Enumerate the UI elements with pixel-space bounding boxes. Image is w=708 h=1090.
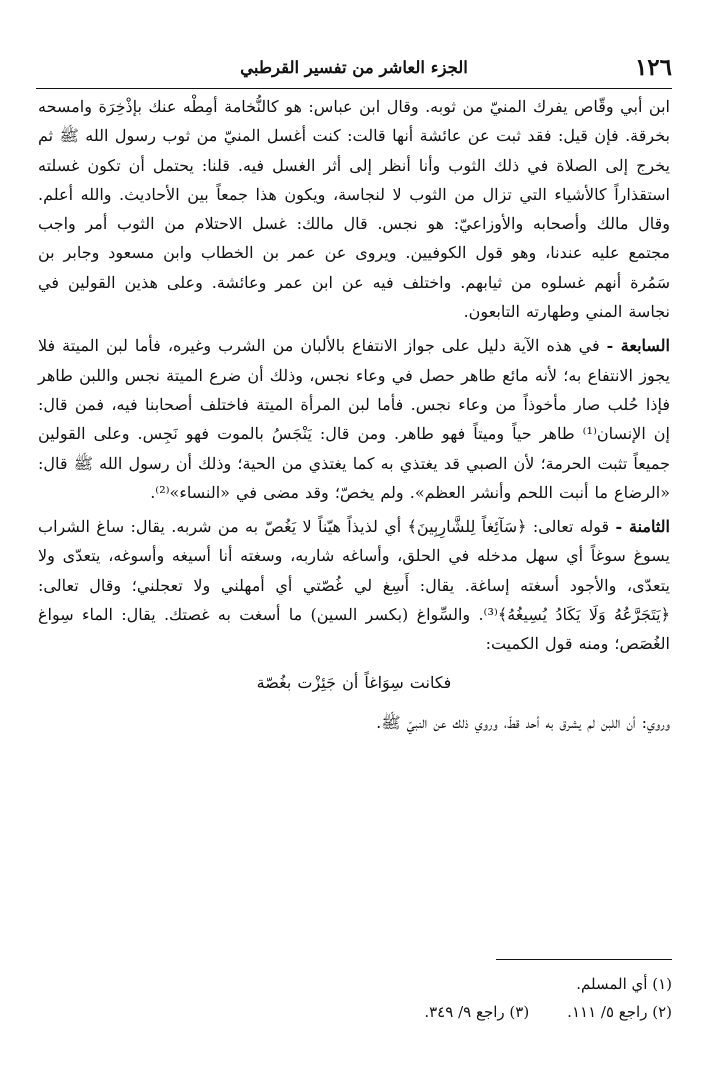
paragraph-seventh: [38, 331, 670, 507]
page-number: ١٢٦: [634, 54, 672, 81]
paragraph-text: ابن أبي وقّاص يفرك المنيّ من ثوبه. وقال ابن عباس: هو كالنُّخامة أمِطْه عنك بإذْخِرَة وامسحه بخرقة. فإن قيل: فقد ثبت عن عائشة أنها قالت: كنت أغسل المنيّ من ثوب رسول الله ﷺ ثم يخرج إلى الصلاة في ذلك الثوب وأنا أنظر إلى أثر الغسل فيه. قلنا: يحتمل أن تكون غسلته استقذاراً كالأشياء التي تزال من الثوب لا لنجاسة، ويكون هذا جمعاً بين الأحاديث. والله أعلم. وقال مالك وأصحابه والأوزاعيّ: هو نجس. قال مالك: غسل الاحتلام من الثوب أمر واجب مجتمع عليه عندنا، وهو قول الكوفيين. ويروى عن عمر بن الخطاب وابن مسعود وجابر بن سَمُرة أنهم غسلوه من ثيابهم. واختلف فيه عن ابن عمر وعائشة. وعلى هذين القولين في نجاسة المني وطهارته التابعون.: [38, 97, 670, 322]
footnote-rule: [496, 959, 672, 960]
section-label: السابعة -: [606, 336, 671, 356]
paragraph-text: قوله تعالى: ﴿سَآئِغاً لِلشَّارِبِينَ﴾ أي لذيذاً هيّناً لا يَغُصّ به من شربه. يقال: ساغ الشراب يسوغ سوغاً أي سهل مدخله في الحلق، وأساغه شاربه، وسغته أنا أسيغه وأسوغه، يتعدّى ولا يتعدّى، والأجود أسغته إساغة. يقال: أَسِغ لي غُصّتي أي أمهلني ولا تعجلني؛ وقال تعالى: ﴿يَتَجَرَّعُهُ وَلَا يَكَادُ يُسِيغُهُ﴾⁽³⁾. والسِّواغ (بكسر السين) ما أسغت به غصتك. يقال: الماء سِواغ الغُصَص؛ ومنه قول الكميت:: [38, 517, 670, 654]
paragraph-continuation: [38, 92, 670, 326]
main-text: [38, 92, 670, 737]
running-title: الجزء العاشر من تفسير القرطبي: [240, 58, 468, 77]
paragraph-text: في هذه الآية دليل على جواز الانتفاع بالألبان من الشرب وغيره، فأما لبن الميتة فلا يجوز الانتفاع به؛ لأنه مائع طاهر حصل في وعاء نجس، وذلك أن ضرع الميتة نجس واللبن طاهر فإذا حُلب صار مأخوذاً من وعاء نجس. فأما لبن المرأة الميتة فاختلف أصحابنا فيه، فمن قال: إن الإنسان⁽¹⁾ طاهر حياً وميتاً فهو طاهر. ومن قال: يَنْجَسُ بالموت فهو نَجِس. وعلى القولين جميعاً تثبت الحرمة؛ لأن الصبي قد يغتذي به كما يغتذي من الحية؛ وذلك أن رسول الله ﷺ قال: «الرضاع ما أنبت اللحم وأنشر العظم». ولم يخصّ؛ وقد مضى في «النساء»⁽²⁾.: [38, 336, 670, 502]
header-rule: [36, 88, 672, 89]
footnotes: [200, 970, 672, 1026]
paragraph-eighth: [38, 512, 670, 658]
footnote-3: (٣) راجع ٩/ ٣٤٩.: [424, 1003, 530, 1021]
footnote-1: (١) أي المسلم.: [576, 975, 672, 993]
closing-line: وروي: أن اللبن لم يشرق به أحد قطّ، وروي ذلك عن النبيّ ﷺ.: [376, 712, 670, 732]
section-label: الثامنة -: [615, 517, 671, 537]
page-header: [36, 54, 672, 88]
footnote-2: (٢) راجع ٥/ ١١١.: [567, 1003, 672, 1021]
poetry-verse: فكانت سِوَاغاً أن جَئِزْت بغُصّة: [256, 672, 452, 692]
